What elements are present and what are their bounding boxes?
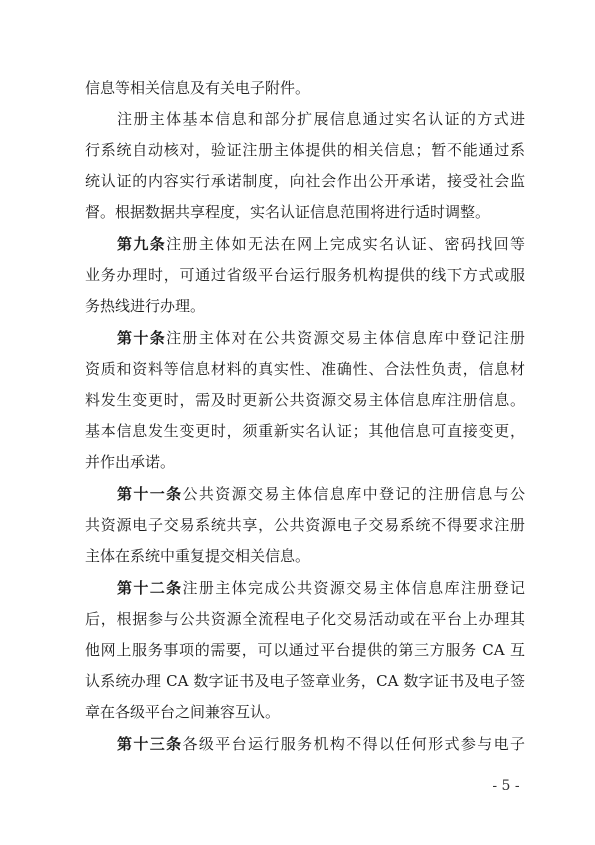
text-line: 务热线进行办理。 bbox=[85, 297, 206, 315]
article-line: 第十二条注册主体完成公共资源交易主体信息库注册登记 bbox=[117, 579, 525, 597]
text-line: 料发生变更时，需及时更新公共资源交易主体信息库注册信息。 bbox=[85, 391, 525, 409]
article-number: 第十三条 bbox=[117, 735, 183, 753]
text-line: 业务办理时，可通过省级平台运行服务机构提供的线下方式或服 bbox=[85, 266, 525, 284]
article-number: 第十条 bbox=[117, 329, 167, 347]
text-line: 章在各级平台之间兼容互认。 bbox=[85, 703, 281, 721]
page-number: - 5 - bbox=[492, 778, 520, 794]
text-line: 行系统自动核对，验证注册主体提供的相关信息；暂不能通过系 bbox=[85, 141, 525, 159]
text-line: 资质和资料等信息材料的真实性、准确性、合法性负责，信息材 bbox=[85, 360, 525, 378]
article-number: 第十一条 bbox=[117, 485, 183, 503]
article-number: 第十二条 bbox=[117, 579, 183, 597]
text-line: 主体在系统中重复提交相关信息。 bbox=[85, 547, 311, 565]
text-line: 他网上服务事项的需要，可以通过平台提供的第三方服务 CA 互 bbox=[85, 641, 525, 659]
article-line: 第十一条公共资源交易主体信息库中登记的注册信息与公 bbox=[117, 485, 525, 503]
text-line: 共资源电子交易系统共享，公共资源电子交易系统不得要求注册 bbox=[85, 516, 525, 534]
text-line: 注册主体基本信息和部分扩展信息通过实名认证的方式进 bbox=[117, 110, 525, 128]
text-line: 基本信息发生变更时，须重新实名认证；其他信息可直接变更， bbox=[85, 422, 525, 440]
article-line: 第九条注册主体如无法在网上完成实名认证、密码找回等 bbox=[117, 235, 525, 253]
article-line: 第十条注册主体对在公共资源交易主体信息库中登记注册 bbox=[117, 329, 525, 347]
text-line: 后，根据参与公共资源全流程电子化交易活动或在平台上办理其 bbox=[85, 610, 525, 628]
text-line: 信息等相关信息及有关电子附件。 bbox=[85, 79, 311, 97]
text-line: 并作出承诺。 bbox=[85, 453, 176, 471]
text-line: 统认证的内容实行承诺制度，向社会作出公开承诺，接受社会监 bbox=[85, 172, 525, 190]
text-line: 认系统办理 CA 数字证书及电子签章业务，CA 数字证书及电子签 bbox=[85, 672, 525, 690]
article-number: 第九条 bbox=[117, 235, 167, 253]
text-line: 督。根据数据共享程度，实名认证信息范围将进行适时调整。 bbox=[85, 203, 491, 221]
article-line: 第十三条各级平台运行服务机构不得以任何形式参与电子 bbox=[117, 735, 525, 753]
